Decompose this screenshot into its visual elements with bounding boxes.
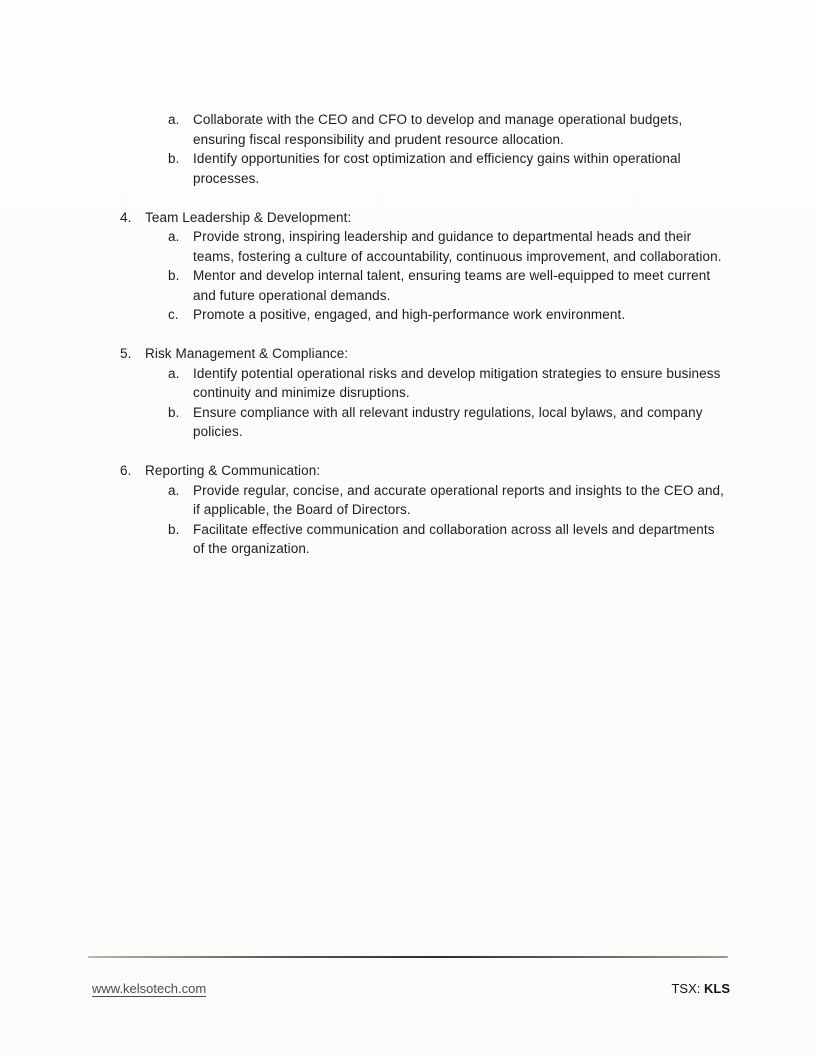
list-item-text: Provide regular, concise, and accurate operational reports and insights to the CEO and, if applicable, the Board of Directors. — [193, 482, 725, 517]
list-item — [168, 520, 732, 559]
section-title: Team Leadership & Development: — [145, 209, 352, 225]
section-number: 4. — [120, 209, 132, 225]
section-title: Risk Management & Compliance: — [145, 346, 349, 361]
section-sublist — [168, 364, 732, 442]
list-continuation — [168, 110, 732, 188]
page-footer — [0, 956, 816, 996]
list-marker: b. — [168, 268, 180, 283]
list-item-text: Mentor and develop internal talent, ensuring teams are well-equipped to meet current and future operational demands. — [193, 268, 711, 303]
list-marker: b. — [168, 151, 180, 166]
list-marker: b. — [168, 521, 180, 537]
section-number: 5. — [120, 346, 132, 361]
section-number: 6. — [120, 463, 132, 478]
list-item-text: Facilitate effective communication and collaboration across all levels and departments of the organization. — [193, 521, 715, 556]
list-marker: a. — [168, 229, 180, 244]
section-heading — [120, 208, 732, 228]
stock-ticker — [671, 981, 730, 996]
list-item — [168, 110, 732, 149]
footer-row — [0, 958, 816, 996]
section-reporting-communication — [120, 461, 732, 559]
list-marker: c. — [168, 307, 179, 322]
list-item — [168, 266, 732, 305]
list-marker: a. — [168, 112, 180, 127]
section-heading — [120, 344, 732, 364]
list-item — [168, 364, 732, 403]
list-marker: a. — [168, 365, 180, 381]
section-sublist — [168, 481, 732, 559]
ticker-symbol: KLS — [704, 981, 730, 996]
list-item-text: Promote a positive, engaged, and high-performance work environment. — [193, 307, 626, 322]
document-body — [120, 110, 732, 559]
list-item — [168, 305, 732, 325]
list-item — [168, 227, 732, 266]
section-heading — [120, 461, 732, 481]
list-item — [168, 403, 732, 442]
list-item-text: Collaborate with the CEO and CFO to develop and manage operational budgets, ensuring fiscal responsibility and prudent resource allocation. — [193, 112, 683, 147]
section-sublist — [168, 227, 732, 325]
list-item — [168, 481, 732, 520]
list-item-text: Provide strong, inspiring leadership and guidance to departmental heads and their teams, fostering a culture of accountability, continuous improvement, and collaboration. — [193, 229, 722, 264]
list-item-text: Identify opportunities for cost optimization and efficiency gains within operational processes. — [193, 151, 681, 186]
website-link[interactable]: www.kelsotech.com — [92, 981, 207, 996]
list-item-text: Identify potential operational risks and develop mitigation strategies to ensure business continuity and minimize disruptions. — [193, 365, 721, 400]
ticker-label: TSX: — [671, 981, 701, 996]
section-risk-management — [120, 344, 732, 442]
list-item-text: Ensure compliance with all relevant industry regulations, local bylaws, and company policies. — [193, 404, 703, 439]
section-title: Reporting & Communication: — [145, 463, 321, 478]
list-marker: b. — [168, 404, 180, 420]
list-marker: a. — [168, 482, 180, 498]
list-item — [168, 149, 732, 188]
section-team-leadership — [120, 208, 732, 325]
